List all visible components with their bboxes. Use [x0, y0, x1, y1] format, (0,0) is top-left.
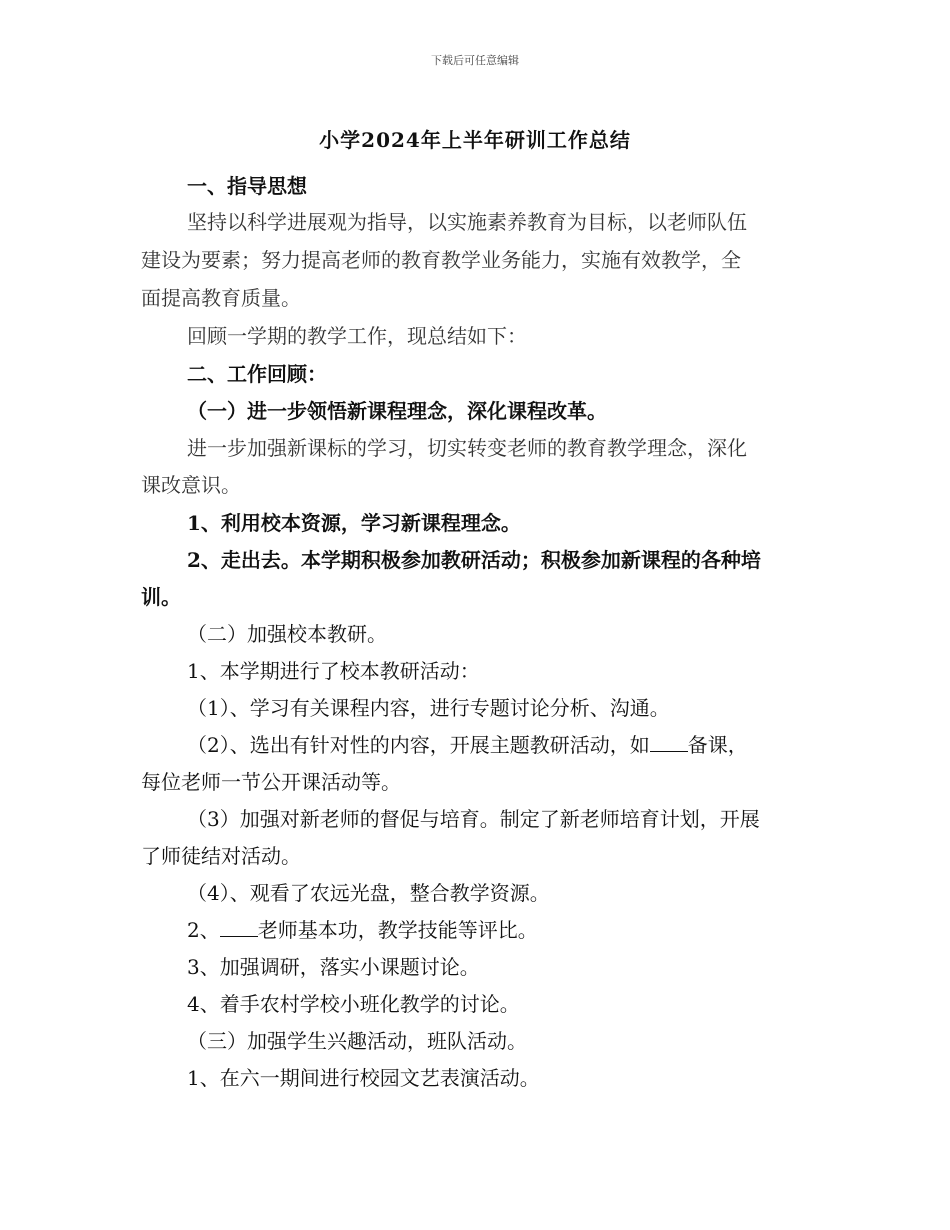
list-item: 3、加强调研，落实小课题讨论。 — [187, 955, 480, 979]
list-item — [187, 731, 748, 759]
list-item: 1、本学期进行了校本教研活动： — [187, 659, 480, 683]
subsection-heading-2: （二）加强校本教研。 — [187, 622, 387, 646]
subsection-heading-1: （一）进一步领悟新课程理念，深化课程改革。 — [187, 399, 607, 423]
paragraph-line: 面提高教育质量。 — [141, 286, 301, 310]
document-title: 小学2024年上半年研训工作总结 — [319, 128, 631, 152]
paragraph-line: 坚持以科学进展观为指导，以实施素养教育为目标，以老师队伍 — [187, 210, 747, 234]
paragraph-line: 进一步加强新课标的学习，切实转变老师的教育教学理念，深化 — [187, 436, 747, 460]
paragraph-line: 课改意识。 — [141, 473, 241, 497]
header-note: 下载后可任意编辑 — [431, 54, 519, 67]
fill-blank — [650, 731, 688, 752]
list-item-text: 备课， — [687, 733, 748, 757]
subsection-heading-3: （三）加强学生兴趣活动，班队活动。 — [187, 1029, 527, 1053]
fill-blank — [220, 916, 258, 937]
list-item: 4、着手农村学校小班化教学的讨论。 — [187, 992, 520, 1016]
paragraph-line: 建设为要素；努力提高老师的教育教学业务能力，实施有效教学，全 — [141, 248, 741, 272]
section-heading-work-review: 二、工作回顾： — [187, 362, 327, 386]
section-heading-guiding-thought: 一、指导思想 — [187, 174, 307, 198]
list-item: 1、在六一期间进行校园文艺表演活动。 — [187, 1066, 540, 1090]
list-item-continuation: 每位老师一节公开课活动等。 — [141, 770, 401, 794]
list-item: 1、利用校本资源，学习新课程理念。 — [187, 511, 521, 535]
list-item-text: 老师基本功，教学技能等评比。 — [257, 918, 538, 942]
list-item: （4）、观看了农远光盘，整合教学资源。 — [187, 881, 550, 905]
list-item-text: 2、 — [187, 918, 220, 942]
list-item-continuation: 了师徒结对活动。 — [141, 844, 301, 868]
paragraph-line: 回顾一学期的教学工作，现总结如下： — [187, 324, 527, 348]
list-item-text: （2）、选出有针对性的内容，开展主题教研活动，如 — [187, 733, 650, 757]
list-item-continuation: 训。 — [141, 585, 181, 609]
list-item — [187, 916, 538, 944]
list-item: （3）加强对新老师的督促与培育。制定了新老师培育计划，开展 — [187, 807, 760, 831]
list-item: 2、走出去。本学期积极参加教研活动；积极参加新课程的各种培 — [187, 548, 761, 572]
list-item: （1）、学习有关课程内容，进行专题讨论分析、沟通。 — [187, 696, 670, 720]
